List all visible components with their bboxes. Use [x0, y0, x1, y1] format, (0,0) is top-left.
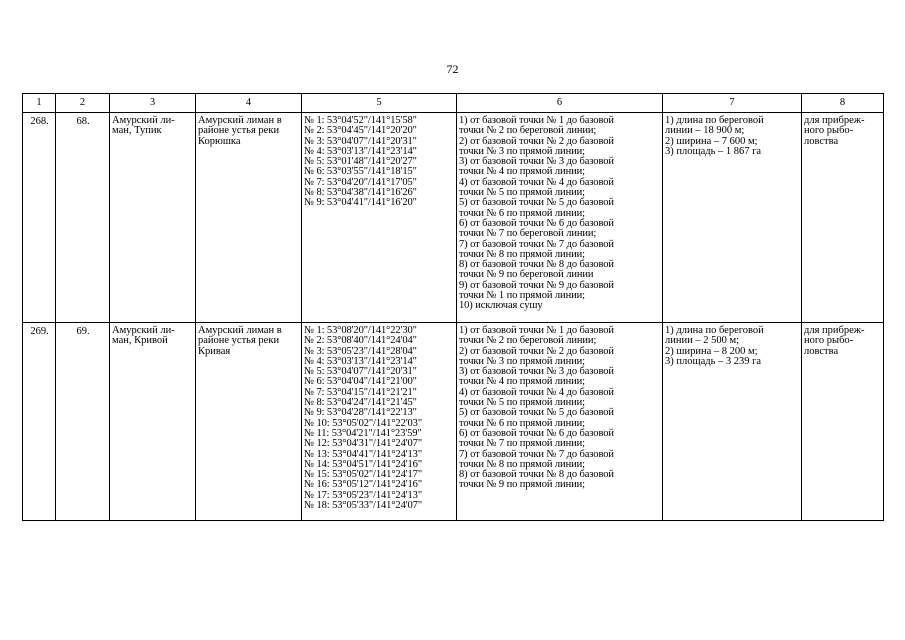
- cell-text-line: ловства: [804, 135, 839, 147]
- cell-text-line: № 16: 53°05'12"/141°24'16": [304, 479, 423, 491]
- cell-text-line: 3) от базовой точки № 3 до базовой: [459, 366, 614, 378]
- cell-text-line: линии – 2 500 м;: [665, 335, 740, 347]
- cell-text-line: № 8: 53°04'38"/141°16'26": [304, 187, 417, 199]
- cell-text-line: 10) исключая сушу: [459, 300, 543, 312]
- cell-text-line: для прибреж-: [804, 325, 865, 336]
- col-header-2: 2: [56, 94, 110, 113]
- table-row: [23, 323, 884, 521]
- site-name-cell: [110, 323, 196, 521]
- cell-text-line: № 15: 53°05'02"/141°24'17": [304, 469, 423, 481]
- cell-text-line: № 13: 53°04'41"/141°24'13": [304, 448, 423, 460]
- cell-text-line: точки № 3 по прямой линии;: [459, 145, 585, 157]
- row-number-cell: 268.: [23, 113, 56, 323]
- cell-text-line: № 9: 53°04'41"/141°16'20": [304, 197, 417, 209]
- site-number-cell: 68.: [56, 113, 110, 323]
- cell-text-line: ного рыбо-: [804, 125, 854, 137]
- cell-text-line: № 9: 53°04'28"/141°22'13": [304, 407, 417, 419]
- col-header-3: 3: [110, 94, 196, 113]
- cell-text-line: ман, Кривой: [112, 335, 168, 347]
- cell-text-line: точки № 8 по прямой линии;: [459, 458, 585, 470]
- cell-text-line: 2) ширина – 7 600 м;: [665, 135, 758, 147]
- cell-text-line: ловства: [804, 345, 839, 357]
- cell-text-line: точки № 9 по прямой линии;: [459, 479, 585, 491]
- header-row: [23, 94, 884, 113]
- cell-text-line: для прибреж-: [804, 115, 865, 126]
- cell-text-line: 8) от базовой точки № 8 до базовой: [459, 259, 614, 271]
- cell-text-line: Корюшка: [198, 135, 241, 147]
- cell-text-line: 9) от базовой точки № 9 до базовой: [459, 279, 614, 291]
- cell-text-line: 4) от базовой точки № 4 до базовой: [459, 386, 614, 398]
- cell-text-line: № 10: 53°05'02"/141°22'03": [304, 417, 423, 429]
- cell-text-line: точки № 1 по прямой линии;: [459, 290, 585, 302]
- cell-text-line: 6) от базовой точки № 6 до базовой: [459, 427, 614, 439]
- cell-text-line: 6) от базовой точки № 6 до базовой: [459, 217, 614, 229]
- cell-text-line: № 6: 53°03'55"/141°18'15": [304, 166, 417, 178]
- cell-text-line: Кривая: [198, 345, 231, 357]
- cell-text-line: точки № 5 по прямой линии;: [459, 397, 585, 409]
- cell-text-line: № 8: 53°04'24"/141°21'45": [304, 397, 417, 409]
- cell-text-line: 1) от базовой точки № 1 до базовой: [459, 115, 614, 126]
- cell-text-line: точки № 7 по береговой линии;: [459, 228, 597, 240]
- cell-text-line: Амурский лиман в: [198, 115, 282, 126]
- cell-text-line: № 2: 53°08'40"/141°24'04": [304, 335, 417, 347]
- cell-text-line: № 2: 53°04'45"/141°20'20": [304, 125, 417, 137]
- table-row: [23, 113, 884, 323]
- col-header-8: 8: [802, 94, 884, 113]
- cell-text-line: 2) ширина – 8 200 м;: [665, 345, 758, 357]
- cell-text-line: № 5: 53°04'07"/141°20'31": [304, 366, 417, 378]
- cell-text-line: № 12: 53°04'31"/141°24'07": [304, 438, 423, 450]
- cell-text-line: № 3: 53°04'07"/141°20'31": [304, 135, 417, 147]
- cell-text-line: 3) площадь – 1 867 га: [665, 145, 762, 157]
- purpose-cell: [802, 323, 884, 521]
- cell-text-line: 1) длина по береговой: [665, 325, 764, 336]
- cell-text-line: точки № 6 по прямой линии;: [459, 417, 585, 429]
- cell-text-line: 1) от базовой точки № 1 до базовой: [459, 325, 614, 336]
- page-number: 72: [446, 62, 459, 76]
- cell-text-line: № 18: 53°05'33"/141°24'07": [304, 500, 423, 512]
- site-number-cell: 69.: [56, 323, 110, 521]
- cell-text-line: точки № 9 по береговой линии: [459, 269, 594, 281]
- site-name-cell: [110, 113, 196, 323]
- cell-text-line: № 17: 53°05'23"/141°24'13": [304, 489, 423, 501]
- cell-text-line: № 7: 53°04'20"/141°17'05": [304, 176, 417, 188]
- cell-text-line: линии – 18 900 м;: [665, 125, 745, 137]
- cell-text-line: № 7: 53°04'15"/141°21'21": [304, 386, 417, 398]
- cell-text-line: точки № 8 по прямой линии;: [459, 248, 585, 260]
- cell-text-line: 7) от базовой точки № 7 до базовой: [459, 448, 614, 460]
- cell-text-line: районе устья реки: [198, 335, 280, 347]
- cell-text-line: точки № 7 по прямой линии;: [459, 438, 585, 450]
- cell-text-line: точки № 2 по береговой линии;: [459, 125, 597, 137]
- cell-text-line: 5) от базовой точки № 5 до базовой: [459, 197, 614, 209]
- col-header-6: 6: [457, 94, 663, 113]
- cell-text-line: ного рыбо-: [804, 335, 854, 347]
- cell-text-line: № 14: 53°04'51"/141°24'16": [304, 458, 423, 470]
- purpose-cell: [802, 113, 884, 323]
- cell-text-line: точки № 4 по прямой линии;: [459, 166, 585, 178]
- cell-text-line: № 3: 53°05'23"/141°28'04": [304, 345, 417, 357]
- cell-text-line: № 11: 53°04'21"/141°23'59": [304, 427, 422, 439]
- cell-text-line: 4) от базовой точки № 4 до базовой: [459, 176, 614, 188]
- coordinates-cell: [302, 113, 457, 323]
- cell-text-line: точки № 4 по прямой линии;: [459, 376, 585, 388]
- col-header-7: 7: [663, 94, 802, 113]
- cell-text-line: 1) длина по береговой: [665, 115, 764, 126]
- cell-text-line: 5) от базовой точки № 5 до базовой: [459, 407, 614, 419]
- col-header-1: 1: [23, 94, 56, 113]
- cell-text-line: Амурский ли-: [112, 115, 175, 126]
- cell-text-line: точки № 6 по прямой линии;: [459, 207, 585, 219]
- cell-text-line: № 4: 53°03'13"/141°23'14": [304, 145, 417, 157]
- cell-text-line: точки № 2 по береговой линии;: [459, 335, 597, 347]
- cell-text-line: 7) от базовой точки № 7 до базовой: [459, 238, 614, 250]
- cell-text-line: № 1: 53°08'20"/141°22'30": [304, 325, 417, 336]
- dimensions-cell: [663, 113, 802, 323]
- cell-text-line: точки № 3 по прямой линии;: [459, 355, 585, 367]
- coordinates-cell: [302, 323, 457, 521]
- cell-text-line: Амурский ли-: [112, 325, 175, 336]
- cell-text-line: № 5: 53°01'48"/141°20'27": [304, 156, 417, 168]
- cell-text-line: Амурский лиман в: [198, 325, 282, 336]
- dimensions-cell: [663, 323, 802, 521]
- col-header-5: 5: [302, 94, 457, 113]
- cell-text-line: 2) от базовой точки № 2 до базовой: [459, 345, 614, 357]
- cell-text-line: 3) площадь – 3 239 га: [665, 355, 762, 367]
- boundary-description-cell: [457, 323, 663, 521]
- location-cell: [196, 323, 302, 521]
- cell-text-line: 2) от базовой точки № 2 до базовой: [459, 135, 614, 147]
- cell-text-line: № 1: 53°04'52"/141°15'58": [304, 115, 417, 126]
- boundary-description-cell: [457, 113, 663, 323]
- fishing-sites-table: [22, 93, 884, 521]
- cell-text-line: 3) от базовой точки № 3 до базовой: [459, 156, 614, 168]
- col-header-4: 4: [196, 94, 302, 113]
- row-number-cell: 269.: [23, 323, 56, 521]
- cell-text-line: 8) от базовой точки № 8 до базовой: [459, 469, 614, 481]
- cell-text-line: № 4: 53°03'13"/141°23'14": [304, 355, 417, 367]
- cell-text-line: № 6: 53°04'04"/141°21'00": [304, 376, 417, 388]
- location-cell: [196, 113, 302, 323]
- cell-text-line: районе устья реки: [198, 125, 280, 137]
- cell-text-line: ман, Тупик: [112, 125, 162, 137]
- cell-text-line: точки № 5 по прямой линии;: [459, 187, 585, 199]
